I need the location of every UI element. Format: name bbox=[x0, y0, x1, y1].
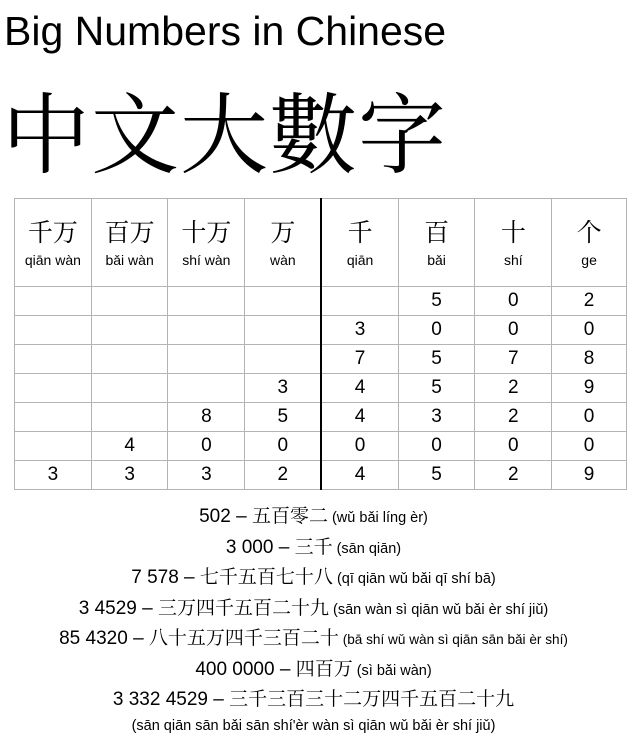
example-line bbox=[0, 654, 627, 685]
digit-cell bbox=[245, 316, 322, 345]
digit-cell: 4 bbox=[91, 432, 168, 461]
place-hanzi: 百万 bbox=[104, 217, 155, 247]
digit-cell bbox=[91, 403, 168, 432]
page-title: Big Numbers in Chinese bbox=[4, 8, 447, 54]
digit-cell: 3 bbox=[245, 374, 322, 403]
digit-cell: 0 bbox=[398, 316, 475, 345]
place-pinyin: wàn bbox=[270, 251, 296, 268]
place-hanzi: 十万 bbox=[181, 217, 232, 247]
digit-cell: 3 bbox=[398, 403, 475, 432]
digit-cell: 5 bbox=[245, 403, 322, 432]
table-row bbox=[15, 345, 627, 374]
example-hanzi: 三万四千五百二十九 bbox=[158, 596, 330, 619]
example-number: 3 000 bbox=[225, 536, 274, 558]
place-header bbox=[245, 199, 322, 287]
digit-cell: 2 bbox=[475, 403, 552, 432]
place-header bbox=[552, 199, 627, 287]
place-header bbox=[321, 199, 398, 287]
digit-cell: 5 bbox=[398, 287, 475, 316]
example-pinyin: (wǔ bǎi líng èr) bbox=[327, 510, 428, 526]
place-pinyin: bǎi wàn bbox=[105, 251, 154, 268]
example-number: 3 332 4529 bbox=[112, 689, 208, 710]
digit-cell bbox=[321, 287, 398, 316]
digit-cell bbox=[15, 403, 92, 432]
digit-cell bbox=[15, 316, 92, 345]
place-pinyin: ge bbox=[581, 251, 597, 268]
example-dash: – bbox=[136, 597, 158, 619]
example-hanzi: 七千五百七十八 bbox=[199, 566, 333, 588]
digit-cell: 5 bbox=[398, 345, 475, 374]
digit-cell bbox=[15, 345, 92, 374]
example-dash: – bbox=[207, 689, 230, 710]
place-hanzi: 千万 bbox=[27, 217, 78, 247]
digit-cell: 9 bbox=[552, 461, 627, 490]
example-number: 7 578 bbox=[131, 567, 179, 588]
place-header bbox=[398, 199, 475, 287]
example-dash: – bbox=[178, 567, 200, 588]
place-hanzi: 千 bbox=[347, 217, 373, 247]
digit-cell: 3 bbox=[168, 461, 245, 490]
table-row bbox=[15, 316, 627, 345]
digit-cell: 0 bbox=[475, 316, 552, 345]
digit-cell bbox=[15, 374, 92, 403]
digit-cell: 3 bbox=[15, 461, 92, 490]
digit-cell: 0 bbox=[475, 287, 552, 316]
place-hanzi: 个 bbox=[576, 217, 602, 247]
digit-cell: 0 bbox=[475, 432, 552, 461]
page-title-chinese: 中文大數字 bbox=[2, 84, 448, 187]
digit-cell: 0 bbox=[552, 432, 627, 461]
digit-cell: 0 bbox=[245, 432, 322, 461]
place-table-body bbox=[15, 287, 627, 490]
place-header bbox=[168, 199, 245, 287]
example-dash: – bbox=[230, 506, 252, 527]
digit-cell bbox=[91, 345, 168, 374]
place-pinyin: qiān bbox=[346, 251, 374, 268]
place-hanzi: 万 bbox=[270, 217, 296, 247]
example-pinyin: (qī qiān wǔ bǎi qī shí bā) bbox=[332, 571, 496, 587]
digit-cell: 8 bbox=[168, 403, 245, 432]
digit-cell: 2 bbox=[245, 461, 322, 490]
example-pinyin-continued: (sān qiān sān bǎi sān shí'èr wàn sì qiān wǔ bǎi èr shí jiǔ) bbox=[131, 717, 496, 734]
example-hanzi: 三千 bbox=[294, 535, 333, 558]
example-line bbox=[0, 684, 627, 715]
digit-cell bbox=[15, 287, 92, 316]
place-pinyin: shí bbox=[503, 251, 523, 268]
digit-cell bbox=[91, 287, 168, 316]
example-number: 85 4320 bbox=[59, 628, 128, 649]
table-row bbox=[15, 403, 627, 432]
example-number: 3 4529 bbox=[78, 597, 137, 619]
digit-cell bbox=[91, 374, 168, 403]
place-header bbox=[91, 199, 168, 287]
example-hanzi: 五百零二 bbox=[251, 505, 328, 527]
digit-cell: 2 bbox=[475, 374, 552, 403]
example-hanzi: 八十五万四千三百二十 bbox=[148, 627, 339, 649]
digit-cell: 3 bbox=[91, 461, 168, 490]
example-hanzi: 四百万 bbox=[295, 657, 353, 680]
example-line bbox=[0, 532, 627, 563]
place-header bbox=[15, 199, 92, 287]
place-hanzi: 十 bbox=[500, 217, 526, 247]
digit-cell bbox=[91, 316, 168, 345]
place-pinyin: qiān wàn bbox=[24, 251, 81, 268]
digit-cell: 5 bbox=[398, 461, 475, 490]
digit-cell: 0 bbox=[552, 316, 627, 345]
digit-cell: 9 bbox=[552, 374, 627, 403]
table-row bbox=[15, 374, 627, 403]
example-pinyin: (sān qiān) bbox=[332, 540, 402, 557]
digit-cell: 0 bbox=[321, 432, 398, 461]
place-header-row bbox=[15, 199, 627, 287]
digit-cell: 0 bbox=[168, 432, 245, 461]
digit-cell: 4 bbox=[321, 374, 398, 403]
example-line bbox=[0, 623, 627, 654]
digit-cell: 3 bbox=[321, 316, 398, 345]
table-row bbox=[15, 287, 627, 316]
example-dash: – bbox=[127, 628, 149, 649]
digit-cell bbox=[15, 432, 92, 461]
example-pinyin: (sān wàn sì qiān wǔ bǎi èr shí jiǔ) bbox=[329, 601, 549, 618]
digit-cell bbox=[168, 316, 245, 345]
place-pinyin: shí wàn bbox=[182, 251, 231, 268]
table-row bbox=[15, 461, 627, 490]
example-number: 400 0000 bbox=[195, 658, 275, 680]
digit-cell: 0 bbox=[552, 403, 627, 432]
example-dash: – bbox=[274, 658, 296, 680]
example-dash: – bbox=[273, 536, 295, 558]
example-pinyin: (bā shí wǔ wàn sì qiān sān bǎi èr shí) bbox=[338, 632, 568, 647]
digit-cell: 7 bbox=[321, 345, 398, 374]
example-line bbox=[0, 593, 627, 624]
digit-cell: 2 bbox=[552, 287, 627, 316]
place-pinyin: bǎi bbox=[427, 251, 446, 268]
digit-cell: 8 bbox=[552, 345, 627, 374]
digit-cell bbox=[168, 374, 245, 403]
digit-cell: 4 bbox=[321, 461, 398, 490]
digit-cell: 7 bbox=[475, 345, 552, 374]
example-line bbox=[0, 501, 627, 532]
digit-cell: 4 bbox=[321, 403, 398, 432]
digit-cell bbox=[168, 345, 245, 374]
digit-cell bbox=[245, 287, 322, 316]
place-value-table bbox=[14, 198, 627, 490]
example-number: 502 bbox=[199, 506, 231, 527]
digit-cell: 5 bbox=[398, 374, 475, 403]
digit-cell: 0 bbox=[398, 432, 475, 461]
example-hanzi: 三千三百三十二万四千五百二十九 bbox=[229, 688, 515, 710]
place-header bbox=[475, 199, 552, 287]
digit-cell: 2 bbox=[475, 461, 552, 490]
example-pinyin: (sì bǎi wàn) bbox=[352, 662, 432, 679]
digit-cell bbox=[245, 345, 322, 374]
digit-cell bbox=[168, 287, 245, 316]
table-row bbox=[15, 432, 627, 461]
examples-list bbox=[0, 501, 627, 739]
example-line bbox=[0, 562, 627, 593]
place-hanzi: 百 bbox=[424, 217, 450, 247]
